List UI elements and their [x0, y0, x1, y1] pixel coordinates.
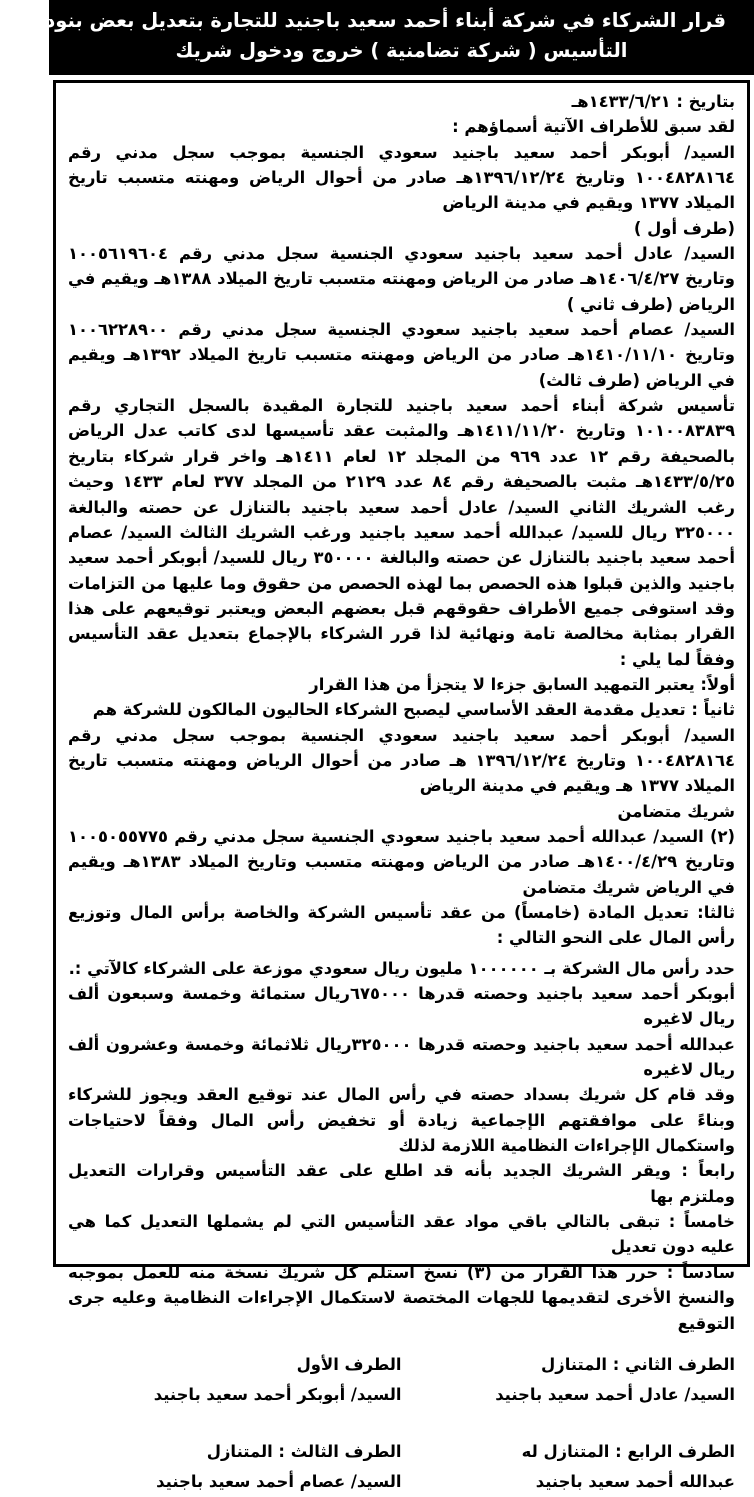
clause-6-paragraph: سادساً : حرر هذا القرار من (٣) نسخ استلم كل شريك نسخة منه للعمل بموجبه والنسخ الأخرى لتقديمها للجهات المختصة لاستكمال الإجراءات النظامية وعليه جرى التوقيع — [68, 1262, 735, 1333]
establishment-paragraph: تأسيس شركة أبناء أحمد سعيد باجنيد للتجارة المقيدة بالسجل التجاري رقم ١٠١٠٠٨٣٨٣٩ وتاريخ ١٤١١/١١/٢٠هـ والمثبت عقد تأسيسها لدى كاتب عدل الرياض بالصحيفة رقم ١٢ عدد ٩٦٩ من المجلد ١٢ لعام ١٤١١هـ واخر قرار شركاء بتاريخ ١٤٣٣/٥/٢٥هـ مثبت بالصحيفة رقم ٨٤ عدد ٢١٢٩ من المجلد ٣٧٧ لعام ١٤٣٣ وحيث رغب الشريك الثاني السيد/ عادل أحمد سعيد باجنيد بالتنازل عن حصته والبالغة ٣٢٥٠٠٠ ريال للسيد/ عبدالله أحمد سعيد باجنيد ورغب الشريك الثالث السيد/ عصام أحمد سعيد باجنيد بالتنازل عن حصته والبالغة ٣٥٠٠٠٠ ريال للسيد/ أبوبكر أحمد سعيد باجنيد والذين قبلوا هذه الحصص بما لهذه الحصص من حقوق وما عليها من التزامات وقد استوفى جميع الأطراف حقوقهم قبل بعضهم البعض ويعتبر توقيعهم على هذا القرار بمثابة مخالصة تامة ونهائية لذا قرر الشركاء بالإجماع بتعديل عقد التأسيس وفقاً لما يلي : — [68, 396, 736, 669]
clause-1-text: أولاً: يعتبر التمهيد السابق جزءا لا يتجزأ من هذا القرار — [309, 674, 735, 694]
signature-party-3 — [68, 1437, 402, 1497]
capital-note-paragraph: وقد قام كل شريك بسداد حصته في رأس المال عند توقيع العقد ويجوز للشركاء وبناءً على موافقتهم الإجماعية زيادة أو تخفيض رأس المال وفقاً لاحتياجات واستكمال الإجراءات النظامية اللازمة لذلك — [68, 1085, 735, 1156]
document-title-line-2: التأسيس ( شركة تضامنية ) خروج ودخول شريك — [175, 39, 628, 63]
clause-2-partner-2: (٢) السيد/ عبدالله أحمد سعيد باجنيد سعودي الجنسية سجل مدني رقم ١٠٠٥٠٥٥٧٧٥ وتاريخ ١٤٠٠/٤/٢٩هـ صادر من الرياض ومهنته متسبب وتاريخ الميلاد ١٣٨٣هـ ويقيم في الرياض شريك متضامن — [68, 826, 736, 897]
signature-party-1-name: السيد/ أبوبكر أحمد سعيد باجنيد — [153, 1385, 402, 1405]
clause-1-line — [68, 672, 735, 697]
clause-5-paragraph: خامساً : تبقى بالتالي باقي مواد عقد التأسيس التي لم يشملها التعديل كما هي عليه دون تعديل — [68, 1212, 735, 1257]
signature-party-3-name: السيد/ عصام أحمد سعيد باجنيد — [156, 1471, 402, 1491]
document-title-line-1: قرار الشركاء في شركة أبناء أحمد سعيد باجنيد للتجارة بتعديل بعض بنود عقد — [0, 9, 726, 32]
party-1-paragraph: السيد/ أبوبكر أحمد سعيد باجنيد سعودي الجنسية بموجب سجل مدني رقم ١٠٠٤٨٢٨١٦٤ وتاريخ ١٣٩٦/١٢/٢٤هـ صادر من أحوال الرياض ومهنته متسبب تاريخ الميلاد ١٣٧٧ ويقيم في مدينة الرياض — [68, 142, 735, 213]
signature-party-4 — [402, 1437, 736, 1497]
signature-party-2 — [402, 1350, 736, 1411]
capital-share-row-1: أبوبكر أحمد سعيد باجنيد وحصته قدرها ٦٧٥٠٠٠ريال ستمائة وخمسة وسبعون ألف ريال لاغيره — [68, 984, 735, 1029]
party-2-paragraph: السيد/ عادل أحمد سعيد باجنيد سعودي الجنسية سجل مدني رقم ١٠٠٥٦١٩٦٠٤ وتاريخ ١٤٠٦/٤/٢٧هـ صادر من الرياض ومهنته متسبب تاريخ الميلاد ١٣٨٨هـ ويقيم في الرياض (طرف ثاني ) — [68, 244, 735, 314]
signature-party-1-role: الطرف الأول — [296, 1354, 402, 1374]
signature-party-3-role: الطرف الثالث : المتنازل — [206, 1441, 402, 1461]
document-body-text — [68, 89, 735, 1497]
signature-party-4-name: عبدالله أحمد سعيد باجنيد — [535, 1471, 735, 1491]
document-body-frame — [53, 80, 750, 1491]
clause-2-partner-1-role: شريك متضامن — [617, 801, 735, 821]
capital-heading: حدد رأس مال الشركة بـ ١٠٠٠٠٠٠ مليون ريال سعودي موزعة على الشركاء كالآتي :. — [68, 958, 735, 978]
signature-party-2-role: الطرف الثاني : المتنازل — [541, 1354, 735, 1374]
capital-share-row-2: عبدالله أحمد سعيد باجنيد وحصته قدرها ٣٢٥٠٠٠ريال ثلاثمائة وخمسة وعشرون ألف ريال لاغيره — [68, 1034, 735, 1080]
intro-line: لقد سبق للأطراف الآتية أسماؤهم : — [452, 117, 735, 137]
signature-block — [68, 1350, 735, 1497]
signature-party-1 — [68, 1350, 402, 1411]
clause-2-heading: ثانياً : تعديل مقدمة العقد الأساسي ليصبح الشركاء الحاليون المالكون للشركة هم — [92, 700, 735, 720]
signature-party-4-role: الطرف الرابع : المتنازل له — [521, 1441, 735, 1461]
signature-party-2-name: السيد/ عادل أحمد سعيد باجنيد — [495, 1385, 735, 1405]
clause-3-paragraph: ثالثا: تعديل المادة (خامساً) من عقد تأسيس الشركة والخاصة برأس المال وتوزيع رأس المال على النحو التالي : — [68, 903, 735, 948]
date-line: بتاريخ : ١٤٣٣/٦/٢١هـ — [571, 92, 735, 111]
party-1-tag: (طرف أول ) — [633, 218, 735, 238]
clause-4-paragraph: رابعاً : ويقر الشريك الجديد بأنه قد اطلع على عقد التأسيس وقرارات التعديل وملتزم بها — [68, 1161, 735, 1206]
clause-2-partner-1: السيد/ أبوبكر أحمد سعيد باجنيد سعودي الجنسية بموجب سجل مدني رقم ١٠٠٤٨٢٨١٦٤ وتاريخ ١٣٩٦/١٢/٢٤ هـ صادر من أحوال الرياض ومهنته متسبب تاريخ الميلاد ١٣٧٧ هـ ويقيم في مدينة الرياض — [68, 725, 735, 796]
party-3-paragraph: السيد/ عصام أحمد سعيد باجنيد سعودي الجنسية سجل مدني رقم ١٠٠٦٢٢٨٩٠٠ وتاريخ ١٤١٠/١١/١٠هـ صادر من الرياض ومهنته متسبب تاريخ الميلاد ١٣٩٢هـ ويقيم في الرياض (طرف ثالث) — [68, 320, 735, 390]
document-header-band — [0, 0, 754, 75]
